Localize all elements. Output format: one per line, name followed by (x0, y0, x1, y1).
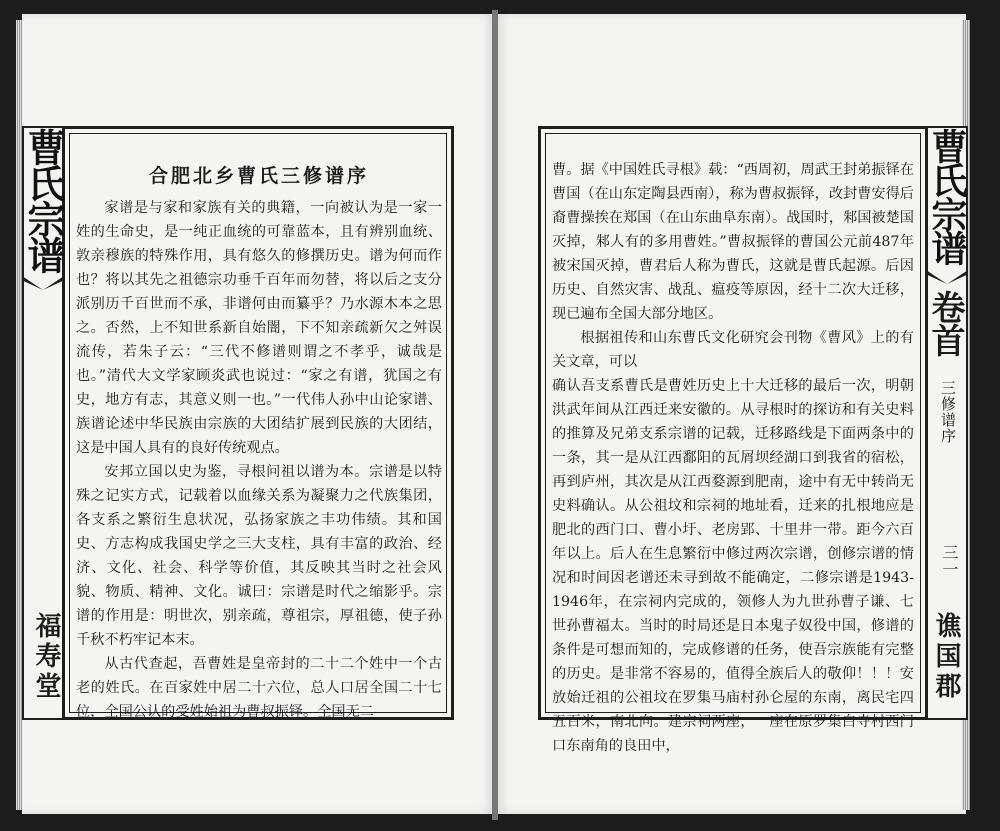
paragraph: 安邦立国以史为鉴，寻根问祖以谱为本。宗谱是以特殊之记实方式，记载着以血缘关系为凝聚力之代族集团，各支系之繁衍生息状况，弘扬家族之丰功伟绩。其和国史、方志构成我国史学之三大支柱，具有丰富的政治、经济、文化、社会、科学等价值，其反映其当时之社会风貌、物质、精神、文化。诚曰：宗谱是时代之缩影乎。宗谱的作用是：明世次，别亲疏，尊祖宗，厚祖德，使子孙千秋不朽牢记本末。 (76, 464, 442, 648)
paragraph: 确认吾支系曹氏是曹姓历史上十大迁移的最后一次，明朝洪武年间从江西迁来安徽的。从寻根时的探访和有关史料的推算及兄弟支系宗谱的记载，迁移路线是下面两条中的一条，其一是从江西鄱阳的瓦屑坝经湖口到我省的宿松，再到庐州，其次是从江西婺源到肥南，途中有无中转尚无史料确认。从公祖坟和宗祠的地址看，迁来的扎根地应是肥北的西门口、曹小圩、老房郢、十里井一带。距今六百年以上。后人在生息繁衍中修过两次宗谱，创修宗谱的情况和时间因老谱还未寻到故不能确定，二修宗谱是1943-1946年，在宗祠内完成的，领修人为九世孙曹子谦、七世孙曹福太。当时的时局还是日本鬼子奴役中国，修谱的条件是可想而知的，完成修谱的任务，使吾宗族能有完整的历史。是非常不容易的，值得全族后人的敬仰！！！安放始迁祖的公祖坟在罗集马庙村孙仑屋的东南，离民宅四五百米，南北向。建宗祠两座，一座在原罗集白寺村西门口东南角的良田中， (552, 378, 914, 754)
right-text-block (552, 158, 914, 758)
preface-title: 合肥北乡曹氏三修谱序 (148, 165, 369, 187)
paragraph: 从古代查起，吾曹姓是皇帝封的二十二个姓中一个古老的姓氏。在百家姓中居二十六位，总人口居全国二十七位，全国公认的受姓始祖为曹叔振铎。全国无二 (76, 656, 442, 720)
paragraph: 根据祖传和山东曹氏文化研究会刊物《曹风》上的有关文章，可以 (552, 330, 914, 370)
page-number: 三一 (940, 544, 959, 578)
hall-name: 福寿堂 (31, 612, 61, 702)
paragraph: 家谱是与家和家族有关的典籍，一向被认为是一家一姓的生命史，是一纯正血统的可靠蓝本，且有辨别血统、敦亲穆族的特殊作用，具有悠久的修撰历史。谱为何而作也？将以其先之祖德宗功垂千百年而勿替，将以后之支分派别历千百世而不承，非谱何由而纂乎？乃水源木本之思之。否然，上不知世系新自始闇，下不知亲疏新欠之舛误流传，若朱子云：“三代不修谱则谓之不孝乎，诚哉是也。”清代大文学家顾炎武也说过：“家之有谱，犹国之有史，地方有志，其意义则一也。”一代伟人孙中山论家谱、族谱论述中华民族由宗族的大团结扩展到民族的大团结，这是中国人具有的良好传统观点。 (76, 200, 442, 456)
left-book-title: 曹氏宗谱 (21, 128, 66, 272)
volume-label: 卷首 (925, 290, 965, 356)
paragraph: 曹。据《中国姓氏寻根》载：“西周初，周武王封弟振铎在曹国（在山东定陶县西南），称为曹叔振铎，改封曹安得后裔曹操挨在郑国（在山东曲阜东南）。战国时，邾国被楚国灭掉，邾人有的多用曹姓。”曹叔振铎的曹国公元前487年被宋国灭掉，曹君后人称为曹氏，这就是曹氏起源。后因历史、自然灾害、战乱、瘟疫等原因，经十二次大迁移，现已遍布全国大部分地区。 (552, 162, 914, 322)
county-name: 谯国郡 (931, 612, 961, 702)
left-text-block (76, 166, 442, 724)
right-book-title: 曹氏宗谱 (926, 128, 968, 264)
section-label: 三修谱序 (939, 380, 957, 444)
book-spine (492, 10, 498, 820)
